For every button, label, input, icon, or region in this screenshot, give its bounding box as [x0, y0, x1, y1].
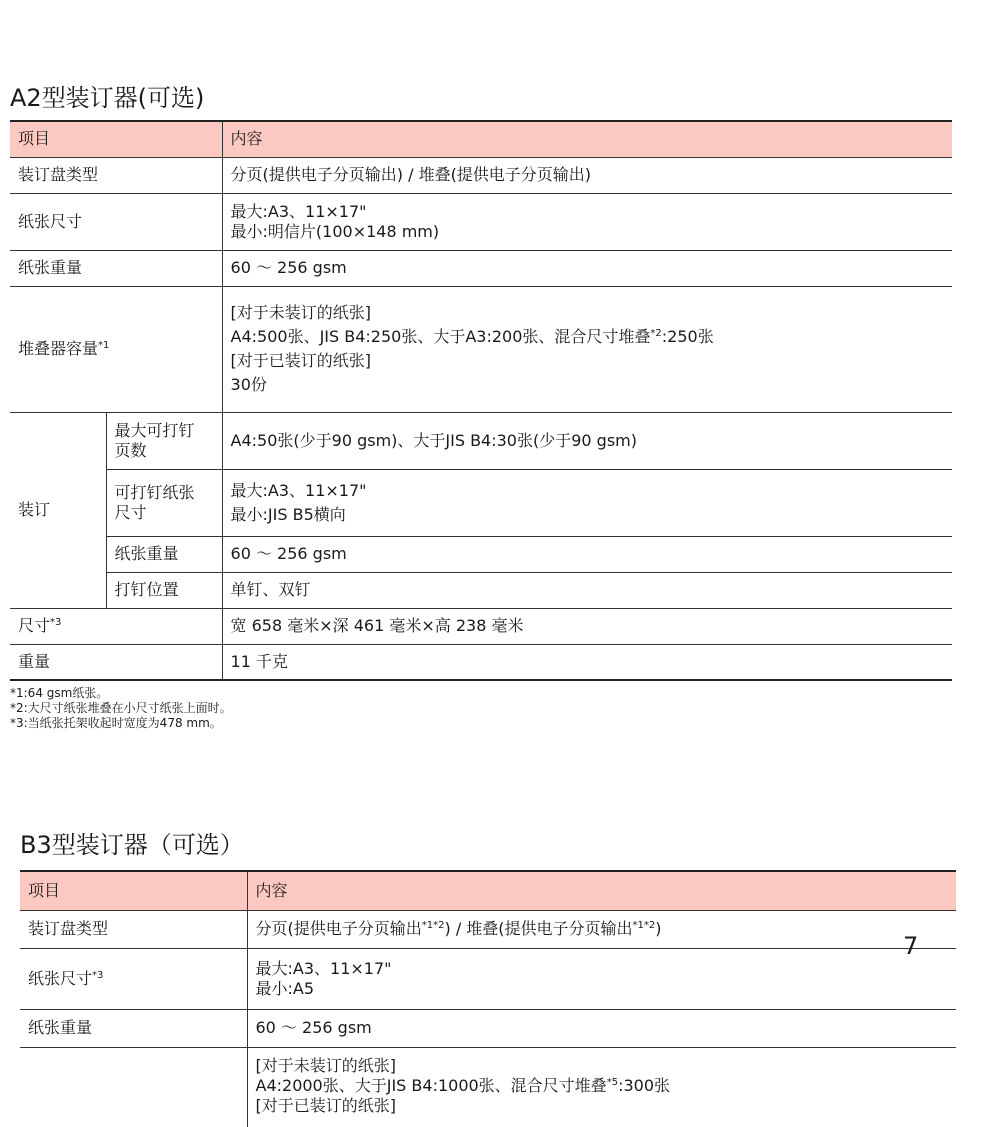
table-row [10, 572, 952, 608]
row-value: 11 千克 [222, 644, 952, 680]
value-line: [对于未装订的纸张] [230, 303, 372, 322]
table-row [10, 469, 952, 536]
table-header-row [20, 871, 956, 910]
row-value [222, 286, 952, 412]
sub-label: 打钉位置 [106, 572, 222, 608]
sub-label: 纸张重量 [106, 536, 222, 572]
header-content: 内容 [247, 871, 956, 910]
value-line: [对于已装订的纸张] [230, 351, 372, 370]
row-value [222, 193, 952, 250]
footnote-ref: *1 [98, 340, 110, 351]
table-header-row [10, 121, 952, 157]
table-row [10, 644, 952, 680]
row-value: 宽 658 毫米×深 461 毫米×高 238 毫米 [222, 608, 952, 644]
table-row [20, 948, 956, 1009]
value-line: 最小:明信片(100×148 mm) [230, 221, 440, 241]
row-label: 装订盘类型 [10, 157, 222, 193]
table-row [10, 536, 952, 572]
table-row [20, 1047, 956, 1127]
row-label-stapling: 装订 [10, 412, 106, 608]
row-value: 单钉、双钉 [222, 572, 952, 608]
value-line: [对于未装订的纸张] [255, 1055, 396, 1075]
table-row [10, 157, 952, 193]
row-label: 纸张重量 [10, 250, 222, 286]
row-value [222, 469, 952, 536]
table-row [10, 250, 952, 286]
row-label: 纸张尺寸$^{*3}$ [20, 948, 247, 1009]
row-value: 60 ～ 256 gsm [247, 1009, 956, 1047]
row-value [247, 1047, 956, 1127]
row-value: 60 ～ 256 gsm [222, 536, 952, 572]
value-line: [对于已装订的纸张] [255, 1095, 396, 1115]
table-row [20, 910, 956, 948]
footnotes [10, 686, 232, 731]
section-title-b3-finisher: B3型装订器（可选） [20, 831, 244, 859]
value-line: 最大:A3、11×17" [255, 958, 392, 978]
footnote: *1:64 gsm纸张。 [10, 686, 109, 700]
footnote: *3:当纸张托架收起时宽度为478 mm。 [10, 716, 222, 730]
value-line: 最大:A3、11×17" [230, 480, 367, 500]
value-line: 最小:A5 [255, 978, 315, 998]
header-item: 项目 [10, 121, 222, 157]
row-value: 60 ～ 256 gsm [222, 250, 952, 286]
spec-table-b3 [20, 870, 956, 1127]
table-row [10, 193, 952, 250]
header-item: 项目 [20, 871, 247, 910]
table-row [10, 412, 952, 469]
spec-table-a2 [10, 120, 952, 681]
value-line: A4:2000张、大于JIS B4:1000张、混合尺寸堆叠$^{*5}$:300张 [255, 1075, 670, 1095]
value-line: A4:500张、JIS B4:250张、大于A3:200张、混合尺寸堆叠$^{*2}$:250张 [230, 327, 714, 346]
value-line: 最大:A3、11×17" [230, 201, 367, 221]
row-value [247, 948, 956, 1009]
table-row [20, 1009, 956, 1047]
footnote-ref: *3 [50, 617, 62, 628]
row-label: 装订盘类型 [20, 910, 247, 948]
value-line: 30份 [230, 375, 267, 394]
row-value: A4:50张(少于90 gsm)、大于JIS B4:30张(少于90 gsm) [222, 412, 952, 469]
sub-label: 最大可打钉 页数 [106, 412, 222, 469]
row-value: 分页(提供电子分页输出$^{*1*2}$) / 堆叠(提供电子分页输出$^{*1*2}$) [247, 910, 956, 948]
sub-label: 可打钉纸张 尺寸 [106, 469, 222, 536]
section-title-a2-finisher: A2型装订器(可选) [10, 84, 205, 112]
row-label: 纸张尺寸 [10, 193, 222, 250]
footnote-ref: *1*2 [632, 920, 656, 931]
row-label: 尺寸$^{*3}$ [10, 608, 222, 644]
value-line: 最小:JIS B5横向 [230, 504, 346, 524]
footnote-ref: *1*2 [421, 920, 445, 931]
page-number: 7 [903, 932, 919, 960]
footnote-ref: *3 [92, 969, 104, 981]
footnote-ref: *2 [650, 328, 662, 339]
footnote: *2:大尺寸纸张堆叠在小尺寸纸张上面时。 [10, 701, 232, 715]
row-label: 纸张重量 [20, 1009, 247, 1047]
header-content: 内容 [222, 121, 952, 157]
table-row [10, 286, 952, 412]
row-value: 分页(提供电子分页输出) / 堆叠(提供电子分页输出) [222, 157, 952, 193]
footnote-ref: *5 [606, 1076, 619, 1088]
table-row [10, 608, 952, 644]
row-label: 重量 [10, 644, 222, 680]
row-label: 堆叠器容量$^{*1}$ [10, 286, 222, 412]
row-label [20, 1047, 247, 1127]
